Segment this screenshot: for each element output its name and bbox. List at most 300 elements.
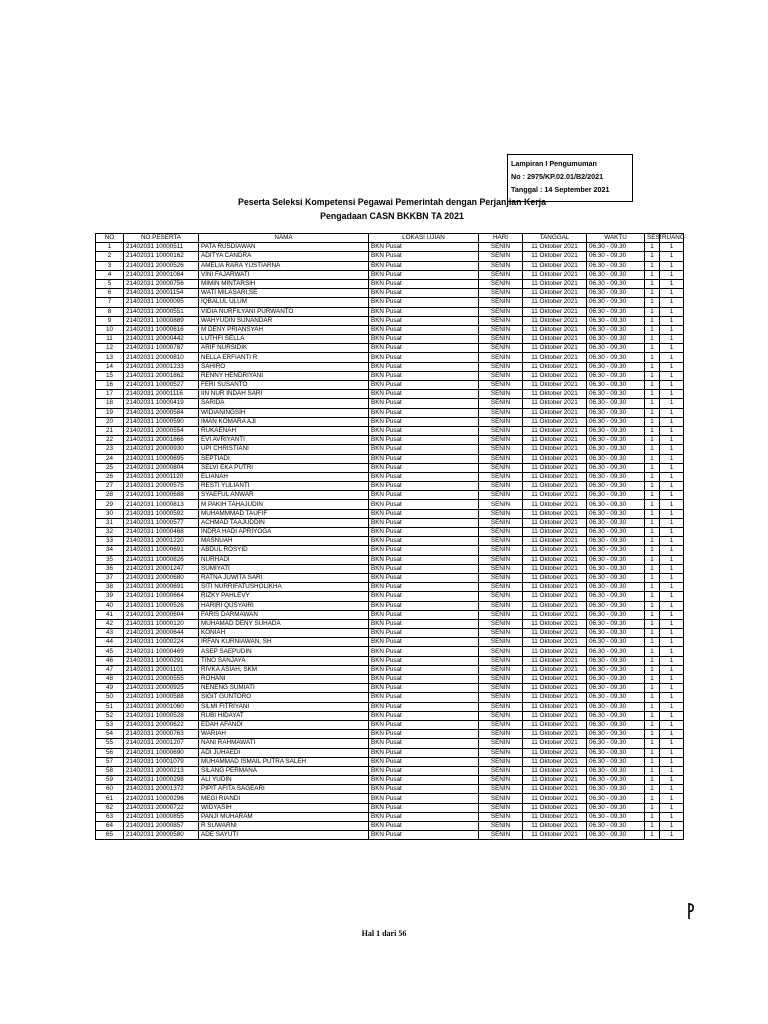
cell-waktu: 06.30 - 09.30: [587, 776, 645, 785]
cell-tanggal: 11 Oktober 2021: [523, 656, 587, 665]
cell-no: 10: [96, 325, 124, 334]
cell-no-peserta: 21402031 20000526: [124, 261, 199, 270]
cell-no: 59: [96, 776, 124, 785]
table-row: [96, 491, 684, 500]
cell-lokasi-ujian: BKN Pusat: [369, 518, 479, 527]
cell-tanggal: 11 Oktober 2021: [523, 564, 587, 573]
cell-lokasi-ujian: BKN Pusat: [369, 794, 479, 803]
cell-nama: SEPTIADI: [199, 454, 369, 463]
cell-lokasi-ujian: BKN Pusat: [369, 463, 479, 472]
cell-lokasi-ujian: BKN Pusat: [369, 261, 479, 270]
cell-tanggal: 11 Oktober 2021: [523, 279, 587, 288]
cell-no: 41: [96, 610, 124, 619]
cell-hari: SENIN: [479, 518, 523, 527]
cell-waktu: 06.30 - 09.30: [587, 528, 645, 537]
header-waktu: WAKTU: [587, 234, 645, 243]
table-row: [96, 289, 684, 298]
cell-no: 4: [96, 270, 124, 279]
cell-tanggal: 11 Oktober 2021: [523, 491, 587, 500]
cell-nama: SITI NURRIFATUSHOLIKHA: [199, 583, 369, 592]
cell-no: 45: [96, 647, 124, 656]
cell-ruang: 1: [660, 573, 684, 582]
cell-no-peserta: 21402031 20001120: [124, 472, 199, 481]
cell-ruang: 1: [660, 298, 684, 307]
cell-no: 56: [96, 748, 124, 757]
cell-no-peserta: 21402031 20001207: [124, 739, 199, 748]
cell-tanggal: 11 Oktober 2021: [523, 822, 587, 831]
cell-sesi: 1: [645, 289, 660, 298]
cell-nama: SUMIYATI: [199, 564, 369, 573]
cell-hari: SENIN: [479, 739, 523, 748]
cell-no-peserta: 21402031 10000813: [124, 500, 199, 509]
table-row: [96, 454, 684, 463]
cell-sesi: 1: [645, 518, 660, 527]
cell-waktu: 06.30 - 09.30: [587, 822, 645, 831]
table-row: [96, 803, 684, 812]
cell-tanggal: 11 Oktober 2021: [523, 629, 587, 638]
cell-sesi: 1: [645, 279, 660, 288]
cell-waktu: 06.30 - 09.30: [587, 665, 645, 674]
cell-nama: RUKAENAH: [199, 426, 369, 435]
cell-lokasi-ujian: BKN Pusat: [369, 252, 479, 261]
cell-no-peserta: 21402031 10000688: [124, 491, 199, 500]
cell-lokasi-ujian: BKN Pusat: [369, 344, 479, 353]
cell-tanggal: 11 Oktober 2021: [523, 417, 587, 426]
cell-hari: SENIN: [479, 555, 523, 564]
cell-ruang: 1: [660, 757, 684, 766]
cell-tanggal: 11 Oktober 2021: [523, 757, 587, 766]
cell-no-peserta: 21402031 10000291: [124, 656, 199, 665]
cell-no-peserta: 21402031 20000857: [124, 822, 199, 831]
cell-sesi: 1: [645, 638, 660, 647]
cell-ruang: 1: [660, 518, 684, 527]
cell-lokasi-ujian: BKN Pusat: [369, 684, 479, 693]
cell-sesi: 1: [645, 463, 660, 472]
cell-lokasi-ujian: BKN Pusat: [369, 629, 479, 638]
cell-hari: SENIN: [479, 390, 523, 399]
cell-ruang: 1: [660, 252, 684, 261]
cell-tanggal: 11 Oktober 2021: [523, 546, 587, 555]
table-row: [96, 720, 684, 729]
cell-nama: ADE SAYUTI: [199, 831, 369, 840]
cell-hari: SENIN: [479, 601, 523, 610]
cell-waktu: 06.30 - 09.30: [587, 509, 645, 518]
cell-no: 53: [96, 720, 124, 729]
cell-no-peserta: 21402031 10000889: [124, 316, 199, 325]
cell-no: 61: [96, 794, 124, 803]
cell-hari: SENIN: [479, 564, 523, 573]
cell-tanggal: 11 Oktober 2021: [523, 684, 587, 693]
cell-ruang: 1: [660, 454, 684, 463]
cell-no-peserta: 21402031 20000722: [124, 803, 199, 812]
cell-no: 26: [96, 472, 124, 481]
cell-nama: ROHANI: [199, 675, 369, 684]
cell-ruang: 1: [660, 509, 684, 518]
cell-waktu: 06.30 - 09.30: [587, 675, 645, 684]
cell-hari: SENIN: [479, 629, 523, 638]
cell-nama: WIDYASIH: [199, 803, 369, 812]
cell-ruang: 1: [660, 500, 684, 509]
cell-waktu: 06.30 - 09.30: [587, 757, 645, 766]
cell-hari: SENIN: [479, 500, 523, 509]
table-row: [96, 564, 684, 573]
cell-nama: RENNY HENDRIYANI: [199, 371, 369, 380]
cell-lokasi-ujian: BKN Pusat: [369, 546, 479, 555]
cell-waktu: 06.30 - 09.30: [587, 656, 645, 665]
cell-no-peserta: 21402031 10000162: [124, 252, 199, 261]
cell-waktu: 06.30 - 09.30: [587, 335, 645, 344]
cell-hari: SENIN: [479, 583, 523, 592]
cell-waktu: 06.30 - 09.30: [587, 564, 645, 573]
cell-hari: SENIN: [479, 491, 523, 500]
cell-no-peserta: 21402031 20001372: [124, 785, 199, 794]
cell-lokasi-ujian: BKN Pusat: [369, 399, 479, 408]
cell-waktu: 06.30 - 09.30: [587, 629, 645, 638]
cell-ruang: 1: [660, 472, 684, 481]
cell-waktu: 06.30 - 09.30: [587, 537, 645, 546]
cell-nama: M DENY PRIANSYAH: [199, 325, 369, 334]
cell-ruang: 1: [660, 417, 684, 426]
cell-hari: SENIN: [479, 399, 523, 408]
cell-ruang: 1: [660, 803, 684, 812]
cell-no-peserta: 21402031 20000810: [124, 353, 199, 362]
page-number: Hal 1 dari 56: [361, 929, 407, 938]
cell-no: 3: [96, 261, 124, 270]
cell-tanggal: 11 Oktober 2021: [523, 472, 587, 481]
cell-nama: INDRA HADI APRIYOGA: [199, 528, 369, 537]
cell-nama: WAHYUDIN SUNANDAR: [199, 316, 369, 325]
cell-lokasi-ujian: BKN Pusat: [369, 638, 479, 647]
cell-waktu: 06.30 - 09.30: [587, 261, 645, 270]
cell-ruang: 1: [660, 583, 684, 592]
cell-waktu: 06.30 - 09.30: [587, 748, 645, 757]
cell-no-peserta: 21402031 20000551: [124, 307, 199, 316]
cell-nama: NELLA ERFIANTI R: [199, 353, 369, 362]
cell-no: 5: [96, 279, 124, 288]
cell-tanggal: 11 Oktober 2021: [523, 537, 587, 546]
cell-ruang: 1: [660, 463, 684, 472]
cell-hari: SENIN: [479, 381, 523, 390]
cell-no-peserta: 21402031 10000468: [124, 528, 199, 537]
cell-nama: NENENG SUMIATI: [199, 684, 369, 693]
table-row: [96, 390, 684, 399]
table-row: [96, 500, 684, 509]
cell-no-peserta: 21402031 10000511: [124, 243, 199, 252]
cell-nama: MASNUAH: [199, 537, 369, 546]
cell-no: 2: [96, 252, 124, 261]
cell-sesi: 1: [645, 298, 660, 307]
cell-hari: SENIN: [479, 454, 523, 463]
cell-tanggal: 11 Oktober 2021: [523, 445, 587, 454]
cell-sesi: 1: [645, 399, 660, 408]
cell-no: 35: [96, 555, 124, 564]
cell-nama: ASEP SAEPUDIN: [199, 647, 369, 656]
cell-sesi: 1: [645, 390, 660, 399]
cell-lokasi-ujian: BKN Pusat: [369, 426, 479, 435]
cell-no-peserta: 21402031 20000804: [124, 463, 199, 472]
table-row: [96, 463, 684, 472]
cell-waktu: 06.30 - 09.30: [587, 592, 645, 601]
cell-tanggal: 11 Oktober 2021: [523, 647, 587, 656]
cell-waktu: 06.30 - 09.30: [587, 381, 645, 390]
cell-tanggal: 11 Oktober 2021: [523, 509, 587, 518]
cell-sesi: 1: [645, 684, 660, 693]
announcement-date: Tanggal : 14 September 2021: [511, 185, 610, 194]
cell-ruang: 1: [660, 307, 684, 316]
header-ruang: RUANG: [660, 234, 684, 243]
cell-ruang: 1: [660, 693, 684, 702]
cell-no-peserta: 21402031 20001247: [124, 564, 199, 573]
cell-hari: SENIN: [479, 748, 523, 757]
cell-tanggal: 11 Oktober 2021: [523, 426, 587, 435]
cell-nama: IQBALUL ULUM: [199, 298, 369, 307]
table-row: [96, 335, 684, 344]
cell-tanggal: 11 Oktober 2021: [523, 399, 587, 408]
cell-no-peserta: 21402031 20000763: [124, 730, 199, 739]
cell-tanggal: 11 Oktober 2021: [523, 316, 587, 325]
table-row: [96, 307, 684, 316]
cell-no: 16: [96, 381, 124, 390]
cell-no-peserta: 21402031 20000680: [124, 573, 199, 582]
cell-waktu: 06.30 - 09.30: [587, 583, 645, 592]
table-row: [96, 509, 684, 518]
header-sesi: SESI: [645, 234, 660, 243]
cell-no: 54: [96, 730, 124, 739]
cell-no: 50: [96, 693, 124, 702]
cell-hari: SENIN: [479, 766, 523, 775]
cell-sesi: 1: [645, 812, 660, 821]
document-title: Peserta Seleksi Kompetensi Pegawai Pemerintah dengan Perjanjian Kerja: [237, 197, 547, 207]
cell-nama: SIGIT GUNTORO: [199, 693, 369, 702]
cell-nama: IIN NUR INDAH SARI: [199, 390, 369, 399]
cell-no: 28: [96, 491, 124, 500]
cell-nama: MUHAMMMAD TAUFIF: [199, 509, 369, 518]
cell-no-peserta: 21402031 20000442: [124, 335, 199, 344]
cell-no: 31: [96, 518, 124, 527]
cell-waktu: 06.30 - 09.30: [587, 730, 645, 739]
cell-sesi: 1: [645, 757, 660, 766]
cell-no-peserta: 21402031 10000527: [124, 381, 199, 390]
table-row: [96, 831, 684, 840]
cell-lokasi-ujian: BKN Pusat: [369, 362, 479, 371]
cell-hari: SENIN: [479, 776, 523, 785]
cell-no-peserta: 21402031 20001154: [124, 289, 199, 298]
cell-nama: AMELIA RARA YUSTIARNA: [199, 261, 369, 270]
cell-no: 44: [96, 638, 124, 647]
cell-hari: SENIN: [479, 482, 523, 491]
cell-tanggal: 11 Oktober 2021: [523, 776, 587, 785]
cell-sesi: 1: [645, 693, 660, 702]
cell-no-peserta: 21402031 20000213: [124, 766, 199, 775]
table-row: [96, 757, 684, 766]
cell-ruang: 1: [660, 638, 684, 647]
cell-sesi: 1: [645, 436, 660, 445]
cell-tanggal: 11 Oktober 2021: [523, 454, 587, 463]
cell-waktu: 06.30 - 09.30: [587, 684, 645, 693]
cell-ruang: 1: [660, 491, 684, 500]
cell-hari: SENIN: [479, 656, 523, 665]
cell-tanggal: 11 Oktober 2021: [523, 573, 587, 582]
cell-sesi: 1: [645, 381, 660, 390]
table-row: [96, 675, 684, 684]
cell-tanggal: 11 Oktober 2021: [523, 610, 587, 619]
cell-nama: ABDUL ROSYID: [199, 546, 369, 555]
cell-sesi: 1: [645, 785, 660, 794]
cell-waktu: 06.30 - 09.30: [587, 500, 645, 509]
cell-waktu: 06.30 - 09.30: [587, 491, 645, 500]
cell-nama: PATA RUSDIAWAN: [199, 243, 369, 252]
cell-no-peserta: 21402031 20001084: [124, 270, 199, 279]
cell-ruang: 1: [660, 362, 684, 371]
cell-no: 37: [96, 573, 124, 582]
cell-ruang: 1: [660, 748, 684, 757]
cell-waktu: 06.30 - 09.30: [587, 417, 645, 426]
table-row: [96, 638, 684, 647]
cell-waktu: 06.30 - 09.30: [587, 720, 645, 729]
cell-waktu: 06.30 - 09.30: [587, 702, 645, 711]
cell-tanggal: 11 Oktober 2021: [523, 831, 587, 840]
cell-no: 25: [96, 463, 124, 472]
cell-nama: IMAN KOMARA AJI: [199, 417, 369, 426]
cell-lokasi-ujian: BKN Pusat: [369, 766, 479, 775]
cell-tanggal: 11 Oktober 2021: [523, 325, 587, 334]
cell-sesi: 1: [645, 243, 660, 252]
cell-nama: RIVKA ASIAH, SKM: [199, 665, 369, 674]
cell-sesi: 1: [645, 426, 660, 435]
cell-sesi: 1: [645, 472, 660, 481]
cell-no-peserta: 21402031 10000095: [124, 298, 199, 307]
cell-tanggal: 11 Oktober 2021: [523, 335, 587, 344]
cell-nama: MUHAMMAD ISMAIL PUTRA SALEH: [199, 757, 369, 766]
cell-no-peserta: 21402031 20000691: [124, 583, 199, 592]
cell-lokasi-ujian: BKN Pusat: [369, 270, 479, 279]
cell-ruang: 1: [660, 647, 684, 656]
cell-sesi: 1: [645, 831, 660, 840]
cell-waktu: 06.30 - 09.30: [587, 555, 645, 564]
cell-ruang: 1: [660, 390, 684, 399]
cell-no-peserta: 21402031 10000469: [124, 647, 199, 656]
cell-no-peserta: 21402031 10000695: [124, 454, 199, 463]
cell-hari: SENIN: [479, 353, 523, 362]
cell-hari: SENIN: [479, 289, 523, 298]
cell-no-peserta: 21402031 20000644: [124, 629, 199, 638]
cell-nama: FERI SUSANTO: [199, 381, 369, 390]
cell-tanggal: 11 Oktober 2021: [523, 353, 587, 362]
cell-lokasi-ujian: BKN Pusat: [369, 739, 479, 748]
cell-lokasi-ujian: BKN Pusat: [369, 509, 479, 518]
cell-no: 7: [96, 298, 124, 307]
attachment-label: Lampiran I Pengumuman: [511, 159, 597, 168]
table-row: [96, 573, 684, 582]
cell-tanggal: 11 Oktober 2021: [523, 665, 587, 674]
cell-nama: EVI AVRIYANTI: [199, 436, 369, 445]
cell-lokasi-ujian: BKN Pusat: [369, 785, 479, 794]
cell-no: 60: [96, 785, 124, 794]
cell-sesi: 1: [645, 573, 660, 582]
cell-nama: R SUWARNI: [199, 822, 369, 831]
cell-nama: WIDIANINGSIH: [199, 408, 369, 417]
cell-hari: SENIN: [479, 610, 523, 619]
cell-tanggal: 11 Oktober 2021: [523, 766, 587, 775]
cell-no-peserta: 21402031 10000590: [124, 417, 199, 426]
cell-sesi: 1: [645, 675, 660, 684]
cell-nama: EDAH AFANDI: [199, 720, 369, 729]
cell-lokasi-ujian: BKN Pusat: [369, 730, 479, 739]
cell-ruang: 1: [660, 371, 684, 380]
cell-nama: RIZKY PAHLEVY: [199, 592, 369, 601]
cell-tanggal: 11 Oktober 2021: [523, 344, 587, 353]
cell-hari: SENIN: [479, 711, 523, 720]
cell-lokasi-ujian: BKN Pusat: [369, 647, 479, 656]
cell-no: 52: [96, 711, 124, 720]
cell-waktu: 06.30 - 09.30: [587, 785, 645, 794]
cell-lokasi-ujian: BKN Pusat: [369, 610, 479, 619]
announcement-number: No : 2975/KP.02.01/B2/2021: [511, 172, 604, 181]
table-row: [96, 583, 684, 592]
cell-hari: SENIN: [479, 445, 523, 454]
cell-lokasi-ujian: BKN Pusat: [369, 822, 479, 831]
cell-lokasi-ujian: BKN Pusat: [369, 307, 479, 316]
cell-nama: WATI MILASARI,SE: [199, 289, 369, 298]
cell-sesi: 1: [645, 629, 660, 638]
cell-waktu: 06.30 - 09.30: [587, 390, 645, 399]
table-row: [96, 711, 684, 720]
cell-ruang: 1: [660, 426, 684, 435]
table-row: [96, 325, 684, 334]
cell-hari: SENIN: [479, 261, 523, 270]
cell-no-peserta: 21402031 20001866: [124, 436, 199, 445]
cell-hari: SENIN: [479, 335, 523, 344]
cell-no: 29: [96, 500, 124, 509]
cell-ruang: 1: [660, 675, 684, 684]
cell-no-peserta: 21402031 20001060: [124, 702, 199, 711]
cell-no-peserta: 21402031 10000528: [124, 711, 199, 720]
cell-sesi: 1: [645, 454, 660, 463]
cell-nama: SYAEFUL ANWAR: [199, 491, 369, 500]
cell-ruang: 1: [660, 445, 684, 454]
cell-no: 49: [96, 684, 124, 693]
table-row: [96, 445, 684, 454]
cell-ruang: 1: [660, 776, 684, 785]
cell-waktu: 06.30 - 09.30: [587, 307, 645, 316]
cell-nama: M PAKIH TAHAJUDIN: [199, 500, 369, 509]
cell-no: 30: [96, 509, 124, 518]
cell-no: 57: [96, 757, 124, 766]
cell-sesi: 1: [645, 803, 660, 812]
cell-waktu: 06.30 - 09.30: [587, 353, 645, 362]
cell-nama: MIMIN MINTARSIH: [199, 279, 369, 288]
cell-no: 21: [96, 426, 124, 435]
cell-tanggal: 11 Oktober 2021: [523, 730, 587, 739]
cell-no: 14: [96, 362, 124, 371]
cell-hari: SENIN: [479, 684, 523, 693]
cell-sesi: 1: [645, 702, 660, 711]
cell-waktu: 06.30 - 09.30: [587, 344, 645, 353]
table-row: [96, 776, 684, 785]
cell-waktu: 06.30 - 09.30: [587, 252, 645, 261]
cell-sesi: 1: [645, 509, 660, 518]
cell-no: 8: [96, 307, 124, 316]
cell-tanggal: 11 Oktober 2021: [523, 583, 587, 592]
cell-sesi: 1: [645, 822, 660, 831]
cell-sesi: 1: [645, 546, 660, 555]
cell-sesi: 1: [645, 776, 660, 785]
cell-no-peserta: 21402031 20001862: [124, 371, 199, 380]
cell-waktu: 06.30 - 09.30: [587, 371, 645, 380]
cell-hari: SENIN: [479, 509, 523, 518]
cell-tanggal: 11 Oktober 2021: [523, 243, 587, 252]
cell-ruang: 1: [660, 243, 684, 252]
